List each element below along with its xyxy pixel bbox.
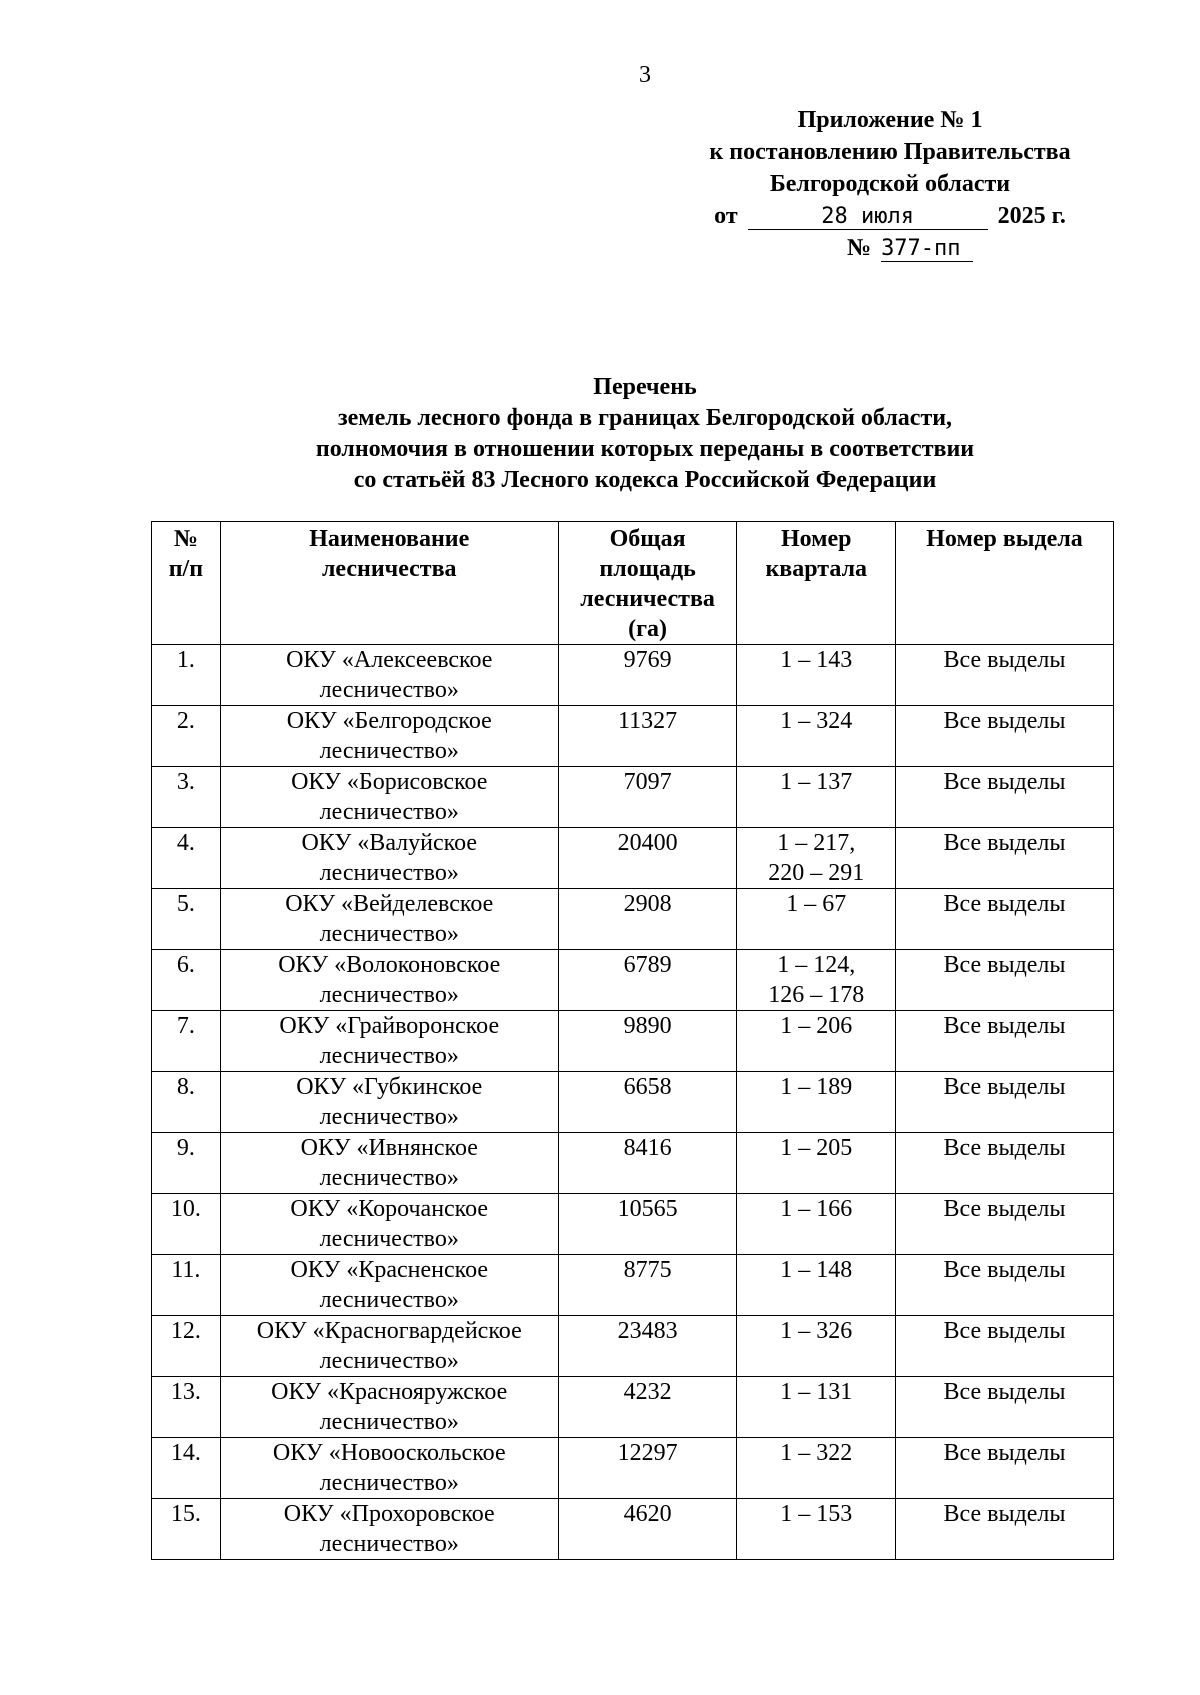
cell-name-name1: ОКУ «Алексеевское: [286, 647, 493, 673]
cell-num: [152, 1316, 221, 1377]
cell-name-name1: ОКУ «Валуйское: [301, 830, 478, 856]
cell-vydel-v: Все выделы: [943, 1196, 1066, 1222]
cell-num: [152, 1011, 221, 1072]
cell-area: [558, 1316, 737, 1377]
table-row: [152, 706, 1114, 767]
cell-name: [220, 1194, 558, 1255]
cell-name-name1: ОКУ «Грайворонское: [279, 1013, 500, 1039]
cell-vydel: [896, 1316, 1114, 1377]
cell-name: [220, 889, 558, 950]
cell-name-name2: лесничество»: [319, 921, 459, 947]
cell-name-name1: ОКУ «Красненское: [290, 1257, 489, 1283]
table-row: [152, 1194, 1114, 1255]
cell-name-name2: лесничество»: [319, 1104, 459, 1130]
cell-name-name1: ОКУ «Новооскольское: [272, 1440, 506, 1466]
cell-vydel-v: Все выделы: [943, 952, 1066, 978]
cell-quarter: [737, 950, 896, 1011]
document-title: [150, 372, 1140, 496]
table-row: [152, 1133, 1114, 1194]
cell-quarter: [737, 828, 896, 889]
cell-area: [558, 828, 737, 889]
cell-quarter-q1: 1 – 143: [780, 647, 853, 673]
cell-name-name2: лесничество»: [319, 1043, 459, 1069]
cell-quarter-q1: 1 – 131: [780, 1379, 853, 1405]
cell-vydel-v: Все выделы: [943, 1501, 1066, 1527]
cell-quarter: [737, 1377, 896, 1438]
cell-num-n: 8.: [176, 1074, 195, 1100]
header-area: [558, 522, 737, 645]
cell-num: [152, 767, 221, 828]
cell-vydel-v: Все выделы: [943, 1318, 1066, 1344]
header-quarter-l2: квартала: [765, 556, 868, 582]
cell-vydel-v: Все выделы: [943, 1379, 1066, 1405]
header-vydel: Номер выдела: [896, 522, 1114, 645]
cell-num: [152, 1255, 221, 1316]
cell-name-name2: лесничество»: [319, 1226, 459, 1252]
header-area-l2: площадь: [599, 556, 696, 582]
cell-area: [558, 645, 737, 706]
cell-area-area: 4620: [623, 1501, 672, 1527]
cell-name: [220, 1438, 558, 1499]
cell-area-area: 7097: [623, 769, 672, 795]
header-quarter-l1: Номер: [780, 526, 852, 552]
cell-name: [220, 1255, 558, 1316]
cell-name-name2: лесничество»: [319, 982, 459, 1008]
cell-name: [220, 645, 558, 706]
cell-quarter: [737, 1011, 896, 1072]
cell-quarter-q2: 126 – 178: [768, 982, 865, 1008]
cell-num: [152, 828, 221, 889]
cell-quarter: [737, 645, 896, 706]
cell-vydel: [896, 1011, 1114, 1072]
title-line-4: со статьёй 83 Лесного кодекса Российской Федерации: [353, 467, 937, 493]
cell-num: [152, 645, 221, 706]
appendix-date: [680, 200, 1100, 232]
cell-area: [558, 1255, 737, 1316]
cell-name: [220, 950, 558, 1011]
cell-num: [152, 1072, 221, 1133]
table-row: [152, 1072, 1114, 1133]
cell-num-n: 6.: [176, 952, 195, 978]
cell-quarter-q1: 1 – 153: [780, 1501, 853, 1527]
cell-area-area: 6789: [623, 952, 672, 978]
cell-vydel: [896, 889, 1114, 950]
cell-name-name2: лесничество»: [319, 799, 459, 825]
cell-name-name2: лесничество»: [319, 1531, 459, 1557]
cell-area: [558, 1377, 737, 1438]
cell-name: [220, 1133, 558, 1194]
header-area-l1: Общая: [609, 526, 686, 552]
cell-quarter: [737, 1194, 896, 1255]
cell-quarter-q1: 1 – 137: [780, 769, 853, 795]
cell-quarter-q1: 1 – 217,: [777, 830, 856, 856]
table-row: [152, 1499, 1114, 1560]
cell-vydel: [896, 767, 1114, 828]
cell-vydel: [896, 1133, 1114, 1194]
cell-quarter: [737, 767, 896, 828]
cell-quarter-q1: 1 – 166: [780, 1196, 853, 1222]
cell-vydel-v: Все выделы: [943, 1135, 1066, 1161]
cell-num: [152, 1499, 221, 1560]
cell-name-name2: лесничество»: [319, 1409, 459, 1435]
header-name: [220, 522, 558, 645]
cell-area: [558, 1011, 737, 1072]
cell-quarter-q1: 1 – 124,: [777, 952, 856, 978]
table-row: [152, 1438, 1114, 1499]
title-line-2: земель лесного фонда в границах Белгородской области,: [337, 405, 953, 431]
cell-vydel: [896, 828, 1114, 889]
cell-num-n: 14.: [170, 1440, 201, 1466]
cell-quarter-q1: 1 – 148: [780, 1257, 853, 1283]
cell-quarter: [737, 1072, 896, 1133]
number-prefix: №: [846, 235, 872, 261]
table-row: [152, 950, 1114, 1011]
cell-num-n: 2.: [176, 708, 195, 734]
cell-area-area: 10565: [617, 1196, 678, 1222]
cell-vydel: [896, 1438, 1114, 1499]
header-num-l2: п/п: [168, 556, 204, 582]
cell-num: [152, 1133, 221, 1194]
cell-quarter: [737, 1133, 896, 1194]
cell-name-name1: ОКУ «Белгородское: [286, 708, 492, 734]
header-name-l1: Наименование: [309, 526, 470, 552]
cell-area: [558, 706, 737, 767]
cell-vydel: [896, 1377, 1114, 1438]
cell-quarter: [737, 1316, 896, 1377]
cell-num-n: 4.: [176, 830, 195, 856]
cell-name: [220, 706, 558, 767]
forest-lands-table: [151, 521, 1114, 1560]
cell-name-name1: ОКУ «Вейделевское: [285, 891, 494, 917]
cell-vydel-v: Все выделы: [943, 891, 1066, 917]
number-handwritten: 377-пп: [881, 237, 973, 262]
cell-name-name1: ОКУ «Борисовское: [291, 769, 488, 795]
cell-name-name2: лесничество»: [319, 1348, 459, 1374]
cell-quarter: [737, 706, 896, 767]
cell-vydel: [896, 950, 1114, 1011]
cell-area: [558, 1499, 737, 1560]
cell-name-name2: лесничество»: [319, 677, 459, 703]
cell-name-name1: ОКУ «Красногвардейское: [256, 1318, 522, 1344]
table-row: [152, 1377, 1114, 1438]
date-suffix: 2025 г.: [997, 203, 1066, 229]
cell-quarter-q1: 1 – 326: [780, 1318, 853, 1344]
cell-vydel-v: Все выделы: [943, 647, 1066, 673]
cell-name-name2: лесничество»: [319, 1470, 459, 1496]
cell-num-n: 9.: [176, 1135, 195, 1161]
cell-vydel: [896, 645, 1114, 706]
header-quarter: [737, 522, 896, 645]
cell-area: [558, 1133, 737, 1194]
table-row: [152, 889, 1114, 950]
cell-name: [220, 828, 558, 889]
cell-vydel: [896, 1255, 1114, 1316]
cell-vydel: [896, 1499, 1114, 1560]
cell-name-name1: ОКУ «Губкинское: [296, 1074, 483, 1100]
cell-area: [558, 950, 737, 1011]
cell-num-n: 15.: [170, 1501, 201, 1527]
cell-area-area: 8775: [623, 1257, 672, 1283]
cell-quarter-q2: 220 – 291: [768, 860, 865, 886]
header-area-l4: (га): [628, 616, 668, 642]
cell-vydel-v: Все выделы: [943, 1013, 1066, 1039]
cell-num-n: 10.: [170, 1196, 201, 1222]
cell-num-n: 3.: [176, 769, 195, 795]
table-row: [152, 1011, 1114, 1072]
cell-name-name1: ОКУ «Краснояружское: [271, 1379, 508, 1405]
cell-name-name2: лесничество»: [319, 1165, 459, 1191]
cell-quarter: [737, 1255, 896, 1316]
cell-name-name2: лесничество»: [319, 860, 459, 886]
cell-name: [220, 1011, 558, 1072]
cell-num-n: 11.: [171, 1257, 201, 1283]
cell-vydel-v: Все выделы: [943, 830, 1066, 856]
table-row: [152, 1316, 1114, 1377]
cell-area-area: 9769: [623, 647, 672, 673]
cell-quarter-q1: 1 – 67: [786, 891, 847, 917]
cell-num: [152, 1377, 221, 1438]
table-row: [152, 767, 1114, 828]
page-number: 3: [639, 62, 651, 88]
cell-area-area: 23483: [617, 1318, 678, 1344]
appendix-line-2: к постановлению Правительства: [709, 139, 1071, 165]
cell-area: [558, 1438, 737, 1499]
cell-area: [558, 767, 737, 828]
cell-quarter: [737, 1499, 896, 1560]
cell-num: [152, 706, 221, 767]
cell-vydel-v: Все выделы: [943, 1257, 1066, 1283]
cell-area-area: 2908: [623, 891, 672, 917]
cell-num: [152, 1438, 221, 1499]
cell-vydel: [896, 1194, 1114, 1255]
cell-area-area: 6658: [623, 1074, 672, 1100]
table-row: [152, 645, 1114, 706]
cell-name-name1: ОКУ «Корочанское: [290, 1196, 489, 1222]
cell-quarter-q1: 1 – 205: [780, 1135, 853, 1161]
cell-vydel-v: Все выделы: [943, 1440, 1066, 1466]
cell-name-name1: ОКУ «Волоконовское: [278, 952, 501, 978]
cell-num-n: 7.: [176, 1013, 195, 1039]
date-prefix: от: [714, 203, 738, 229]
cell-area: [558, 1194, 737, 1255]
cell-name: [220, 1072, 558, 1133]
cell-quarter-q1: 1 – 322: [780, 1440, 853, 1466]
cell-quarter-q1: 1 – 324: [780, 708, 853, 734]
cell-name: [220, 1499, 558, 1560]
date-handwritten: 28 июля: [748, 205, 988, 230]
cell-quarter: [737, 889, 896, 950]
cell-num-n: 13.: [170, 1379, 201, 1405]
title-line-1: Перечень: [593, 374, 697, 400]
cell-area: [558, 1072, 737, 1133]
cell-num-n: 1.: [176, 647, 195, 673]
cell-num: [152, 1194, 221, 1255]
cell-area: [558, 889, 737, 950]
title-line-3: полномочия в отношении которых переданы в соответствии: [315, 436, 975, 462]
cell-name-name1: ОКУ «Прохоровское: [283, 1501, 495, 1527]
cell-num: [152, 889, 221, 950]
header-num-l1: №: [173, 526, 198, 552]
appendix-header: [680, 104, 1100, 264]
cell-name-name2: лесничество»: [319, 738, 459, 764]
cell-area-area: 20400: [617, 830, 678, 856]
cell-area-area: 8416: [623, 1135, 672, 1161]
header-area-l3: лесничества: [580, 586, 715, 612]
cell-name: [220, 1316, 558, 1377]
cell-name: [220, 1377, 558, 1438]
table-row: [152, 828, 1114, 889]
appendix-number: [680, 232, 1100, 264]
cell-area-area: 4232: [623, 1379, 672, 1405]
cell-area-area: 11327: [618, 708, 678, 734]
cell-vydel: [896, 1072, 1114, 1133]
cell-num-n: 12.: [170, 1318, 201, 1344]
cell-num: [152, 950, 221, 1011]
cell-area-area: 9890: [623, 1013, 672, 1039]
appendix-line-3: Белгородской области: [769, 171, 1011, 197]
table-header-row: [152, 522, 1114, 645]
cell-vydel-v: Все выделы: [943, 1074, 1066, 1100]
cell-area-area: 12297: [617, 1440, 678, 1466]
header-num: [152, 522, 221, 645]
appendix-line-1: Приложение № 1: [797, 107, 983, 133]
cell-name: [220, 767, 558, 828]
cell-name-name2: лесничество»: [319, 1287, 459, 1313]
cell-quarter: [737, 1438, 896, 1499]
header-name-l2: лесничества: [321, 556, 457, 582]
table-row: [152, 1255, 1114, 1316]
cell-quarter-q1: 1 – 206: [780, 1013, 853, 1039]
cell-vydel: [896, 706, 1114, 767]
cell-name-name1: ОКУ «Ивнянское: [300, 1135, 478, 1161]
cell-vydel-v: Все выделы: [943, 769, 1066, 795]
cell-vydel-v: Все выделы: [943, 708, 1066, 734]
cell-quarter-q1: 1 – 189: [780, 1074, 853, 1100]
cell-num-n: 5.: [176, 891, 195, 917]
